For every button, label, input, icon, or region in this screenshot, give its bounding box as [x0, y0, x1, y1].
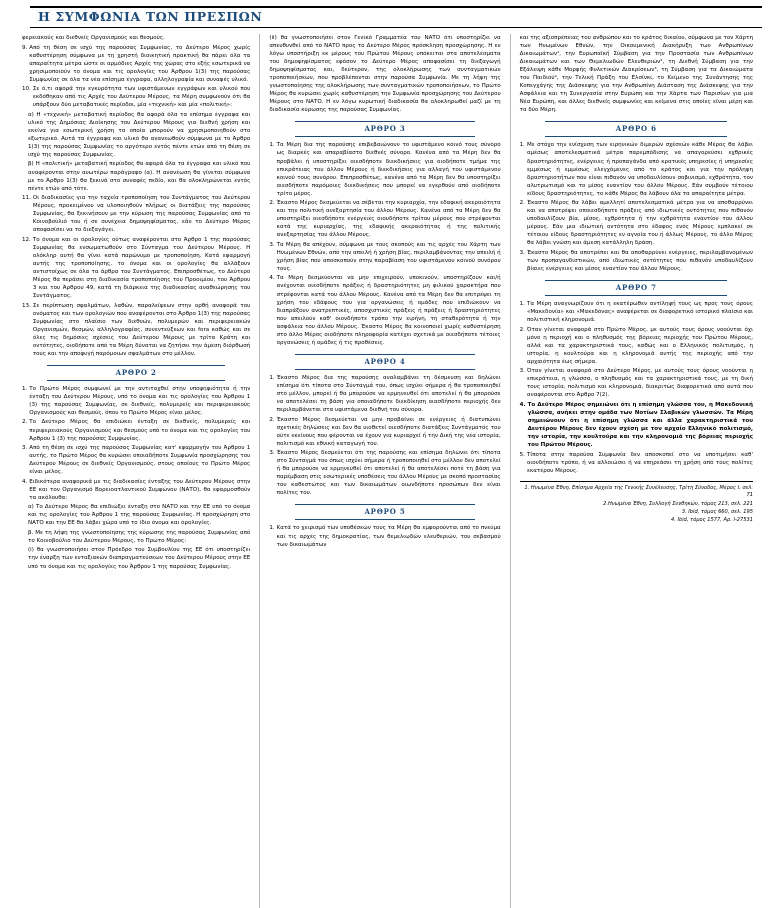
- article-rule-bottom: [295, 519, 475, 520]
- item-number: 3.: [269, 241, 275, 248]
- header-rule-bottom: [30, 27, 762, 28]
- item-number: 2.: [519, 200, 525, 207]
- item-number: 10.: [22, 86, 31, 93]
- article-rule-top: [545, 280, 727, 281]
- item-number: 3.: [269, 450, 275, 457]
- item-number: 13.: [22, 302, 31, 309]
- list-item: [269, 524, 500, 548]
- list-item: [269, 416, 500, 448]
- article-label: ΑΡΘΡΟ 2: [115, 367, 157, 377]
- paragraph-intro: φερειακούς και διεθνείς Οργανισμούς και θεσμούς.: [22, 35, 165, 41]
- list-item: [22, 236, 250, 300]
- list-item: [22, 194, 250, 234]
- footnote-3: 3. Ibid, τόμος 660, σελ. 195: [681, 508, 753, 515]
- list-item: [269, 241, 500, 273]
- article-rule-top: [47, 365, 225, 366]
- footnote-2: 2.Ηνωμένα Έθνη, Συλλογή Συνθηκών, τόμος 213, σελ. 221: [603, 500, 753, 507]
- columns-container: [8, 34, 762, 908]
- article-label: ΑΡΘΡΟ 5: [364, 507, 406, 517]
- list-item: [269, 449, 500, 497]
- article-rule-top: [295, 504, 475, 505]
- article-heading-3: [269, 121, 500, 137]
- footnotes: [520, 481, 753, 525]
- item-text: β) Η «πολιτική» μεταβατική περίοδος θα αφορά όλα τα έγγραφα και υλικό που αναφέρονται στην ανωτέρω παράγραφο (α). Η ανανέωση θα γίνεται σύμφωνα με το Άρθρο 1(3) θα ξεκινά στο συναφές πεδίο, και θα ολοκληρώνεται εντός πέντε ετών από τότε.: [28, 161, 251, 192]
- item-text: Το Πρώτο Μέρος συμφωνεί με την αντιταχθεί στην υποψηφιότητα ή την ένταξη του Δεύτερου Μέρους, υπό το όνομα και τις ορολογίες του Άρθρου 1 (3) της παρούσας Συμφωνίας, σε διεθνείς, πολυμερείς και περιφερειακούς Οργανισμούς και θεσμούς, όπου το Πρώτο Μέρος είναι μέλος.: [29, 385, 251, 416]
- item-text: Οι διαδικασίες για την ταχεία τροποποίηση του Συντάγματος του Δεύτερου Μέρους, προκειμένου να υλοποιηθούν πλήρως οι διατάξεις της παρούσας Συμφωνίας, θα ξεκινήσουν με την κύρωση της παρούσας Συμφωνίας από το Κοινοβούλιό του ή σε συνέχεια δημοψηφίσματος, εάν το Δεύτερο Μέρος αποφασίσει να το διεξαγάγει.: [32, 195, 251, 234]
- article-heading-7: [520, 280, 753, 296]
- list-item: [22, 503, 250, 527]
- item-text: Σε ό,τι αφορά την εγκυρότητα των υφιστάμενων εγγράφων και υλικού που εκδόθηκαν από τις Αρχές του Δεύτερου Μέρους, τα Μέρη συμφωνούν ότι θα υπάρξουν δύο μεταβατικές περίοδοι, μία «τεχνική» και μία «πολιτική»:: [32, 86, 251, 109]
- article-rule-bottom: [295, 136, 475, 137]
- item-text: Τίποτα στην παρούσα Συμφωνία δεν αποσκοπεί στο να υποτιμήσει καθ' οιονδήποτε τρόπο, ή να αλλοιώσει ή να επηρεάσει τη χρήση από τους πολίτες εκατέρου Μέρους.: [526, 451, 753, 474]
- item-text: Κατά το χειρισμό των υποθέσεών τους τα Μέρη θα εμφορούνται από το πνεύμα και τις αρχές της δημοκρατίας, των θεμελιωδών ελευθεριών, του σεβασμού των δικαιωμάτων: [276, 525, 501, 548]
- list-item: [22, 529, 250, 545]
- item-text: Από τη θέση σε ισχύ της παρούσας Συμφωνίας κατ' εφαρμογήν του Άρθρου 1 αυτής, το Πρώτο Μέρος θα κυρώσει οποιαδήποτε Συμφωνία προσχώρησης του Δεύτερου Μέρους σε διεθνείς Οργανισμούς, στους οποίους το Πρώτο Μέρος είναι μέλος.: [29, 445, 251, 476]
- list-item: [520, 451, 753, 475]
- item-text: Με στόχο την ενίσχυση των ειρηνικών διμερών σχέσεών κάθε Μέρος θα λάβει αμέσως αποτελεσματικά μέτρα παρεμπόδισης να απαγορεύσει εχθρικές δραστηριότητες, ενέργειες ή προπαγάνδα από κρατικές υπηρεσίες ή υπηρεσίες εμμέσως ή εμμέσως ελεγχόμενες από το κράτος και για την πρόληψη δραστηριοτήτων που είναι πιθανόν να υποδαυλίσουν σοβινισμό, εχθρότητα, τον αλυτρωτισμό και το μίσος εναντίον του άλλου Μέρους. Εάν συμβούν τέτοιου είδους δραστηριότητες, το κάθε Μέρος θα λάβουν όλα τα απαραίτητα μέτρα.: [526, 142, 753, 197]
- item-number: 1.: [269, 525, 275, 532]
- item-number: 3.: [519, 368, 525, 375]
- list-item: [22, 444, 250, 476]
- list-item: [520, 249, 753, 273]
- list-item: [520, 326, 753, 366]
- item-number: 3.: [519, 249, 525, 256]
- item-number: 4.: [22, 478, 28, 485]
- list-item: [520, 141, 753, 197]
- item-number: 1.: [269, 142, 275, 149]
- list-item: [520, 367, 753, 399]
- item-text: (i) θα γνωστοποιήσει στον Πρόεδρο του Συμβουλίου της ΕΕ ότι υποστηρίζει την έναρξη των ενταξιακών διαπραγματεύσεων του Δεύτερου Μέρους στην ΕΕ υπό το όνομα και τις ορολογίες του Άρθρου 1 της παρούσας Συμφωνίας.: [28, 547, 251, 570]
- item-text: Το Δεύτερο Μέρος θα επιδιώκει ένταξη σε διεθνείς, πολυμερείς και περιφερειακούς Οργανισμούς και θεσμούς υπό το όνομα και τις ορολογίες του Άρθρου 1 (3) της παρούσας Συμφωνίας.: [29, 419, 251, 442]
- article-rule-bottom: [545, 136, 727, 137]
- paragraph-lead: (ii) θα γνωστοποιήσει στον Γενικό Γραμματέα του ΝΑΤΟ ότι υποστηρίζει να απευθυνθεί από το ΝΑΤΟ προς το Δεύτερο Μέρος πρόσκληση προσχώρησης. Η εν λόγω υποστήριξη εκ μέρους του Πρώτου Μέρους υπόκειται στα αποτελέσματα του δημοψηφίσματος εφόσον το Δεύτερο Μέρος αποφασίσει τη διεξαγωγή δημοψηφίσματος και, δεύτερον, της ολοκλήρωσης των συνταγματικών τροποποιήσεων, που προβλέπονται στην παρούσα Συμφωνία. Με τη λήψη της γνωστοποίησης της ολοκλήρωσης των συνταγματικών τροποποιήσεων, το Πρώτο Μέρος θα κυρώσει χωρίς καθυστέρηση την Συμφωνία προσχώρησης του Δεύτερου Μέρους στο ΝΑΤΟ. Η εν λόγω κυρωτική διαδικασία θα ολοκληρωθεί μαζί με τη διαδικασία κύρωσης της παρούσας Συμφωνίας.: [269, 35, 501, 114]
- item-number: 1.: [269, 374, 275, 381]
- list-item: [22, 418, 250, 442]
- item-number: 4.: [519, 401, 526, 408]
- item-number: 5.: [519, 451, 525, 458]
- item-text: Έκαστο Μέρος δεσμεύεται ότι της παρούσης και επίσημα δηλώνει ότι τίποτα στο Σύνταγμά του όπως ισχύει σήμερα ή τροποποιηθεί στο μέλλον δεν αποτελεί ή θα μπορούσε να ερμηνευθεί ότι αποτελεί ή θα αποτελέσει ποτέ τη βάση για παρέμβαση στις εσωτερικές υποθέσεις του άλλου Μέρους με σκοπό προστασίας του καθεστώτος και των δικαιωμάτων οιωνδήποτε προσώπων δεν είναι πολίτες του.: [276, 450, 501, 497]
- article-label: ΑΡΘΡΟ 3: [364, 124, 406, 134]
- item-number: 11.: [22, 195, 31, 202]
- article-rule-top: [295, 121, 475, 122]
- list-item: [22, 302, 250, 358]
- list-item: [22, 546, 250, 570]
- item-number: 12.: [22, 236, 31, 243]
- list-item: [22, 385, 250, 417]
- item-text: β. Με τη λήψη της γνωστοποίησης της κύρωσης της παρούσας Συμφωνίας από το Κοινοβούλιο του Δεύτερου Μέρους, το Πρώτο Μέρος:: [28, 529, 251, 544]
- list-item: [269, 141, 500, 197]
- item-text: Έκαστο Μέρος δεσμεύεται να μην προβαίνει σε ενέργειες ή διατυπώνει σχετικές δηλώσεις και δεν θα υιοθετεί οιεσδήποτε διατάξεις Συντάγματός του ούτε εκείνους που φέρονται να έχουν για κυριαρχεί ή την Δική της νέα ιστορία, πολιτισμό και εθνική καταγωγή του.: [276, 416, 501, 447]
- item-text: Από τη θέση σε ισχύ της παρούσας Συμφωνίας, το Δεύτερο Μέρος χωρίς καθυστέρηση σύμφωνα με τη χρηστή διοικητική πρακτική θα πάρει όλα τα απαραίτητα μέτρα ώστε οι αρμόδιες Αρχές της χώρας στο εξής εσωτερικά να χρησιμοποιούν το όνομα και τις ορολογίες του Άρθρου 1(3) της παρούσας Συμφωνίας σε όλα τα νέα επίσημα έγγραφα, αλληλογραφία και συναφές υλικό.: [29, 44, 251, 83]
- list-item: [22, 44, 250, 84]
- item-number: 4.: [269, 275, 275, 282]
- item-text: Όταν γίνεται αναφορά στο Δεύτερο Μέρος, με αυτούς τους όρους νοούνται η επικράτεια, η γλώσσα, ο πληθυσμός και τα χαρακτηριστικά τους, με τη δική τους ιστορία, πολιτισμό και κληρονομιά, διακριτώς διαφορετικά από αυτά που αναφέρονται στο Άρθρο 7(2).: [526, 368, 753, 399]
- list-item: [520, 300, 753, 324]
- item-text: Το όνομα και οι ορολογίες ούτως αναφέρονται στο Άρθρο 1 της παρούσας Συμφωνίας θα ενσωματωθούν στο Σύνταγμα του Δεύτερου Μέρους. Η ολόκληρ αυτή θα γίνει κατά παρώνυμο με τροποποίηση. Κατά εφαρμογή αυτής της τροποποίησης, το όνομα και οι ορολογίες θα αλλάξουν αντιστοίχως σε όλα τα άρθρα του Συντάγματος. Επιπροσθέτως, το Δεύτερο Μέρος θα περάσει στη διαδικασία τροποποίησης του Προοιμίου, του Άρθρου 3 και του Άρθρου 49, κατά τη διάρκεια της διαδικασίας αναθεώρησης του Συντάγματος.: [32, 236, 251, 299]
- item-text: Έκαστο Μέρος δεσμεύεται να σέβεται την κυριαρχία, την εδαφική ακεραιότητα και την πολιτική ανεξαρτησία του άλλου Μέρους. Κανένα από τα Μέρη δεν θα υποστηρίξει οιεσδήποτε ενέργειες οιουδήποτε τρίτου μέρους που στρέφονται κατά της κυριαρχίας, της εδαφικής ακεραιότητας ή της πολιτικής ανεξαρτησίας του άλλου Μέρους.: [276, 200, 501, 239]
- article-heading-2: [22, 365, 250, 381]
- item-number: 1.: [519, 301, 525, 308]
- item-text: Το Δεύτερο Μέρος σημειώνει ότι η επίσημη γλώσσα του, η Μακεδονική γλώσσα, ανήκει στην ομάδα των Νοτίων Σλαβικών γλωσσών. Τα Μέρη σημειώνουν ότι η επίσημη γλώσσα και άλλα χαρακτηριστικά του Δευτέρου Μέρους δεν έχουν σχέση με τον αρχαίο Ελληνικό πολιτισμό, την ιστορία, την κουλτούρα και την κληρονομιά της βόρειας περιοχής του Πρώτου Μέρους.: [527, 401, 753, 449]
- item-text: Έκαστο Μέρος θα αποτρέπει και θα αποθαρρύνει ενέργειες, περιλαμβανομένων των προπαγανδιστικών, από ιδιωτικές οντότητες που πιθανόν υποδαυλίζουν βίαιες ενέργειες και μίσος εναντίον του άλλου Μέρους.: [526, 249, 753, 272]
- article-label: ΑΡΘΡΟ 4: [364, 356, 406, 366]
- column-1: [8, 34, 259, 908]
- item-number: 2.: [269, 416, 275, 423]
- page-header: [8, 6, 762, 28]
- list-item: [269, 374, 500, 414]
- item-number: 2.: [519, 326, 525, 333]
- list-item: [520, 199, 753, 247]
- article-rule-bottom: [295, 369, 475, 370]
- item-number: 2.: [22, 419, 28, 426]
- item-text: Έκαστο Μέρος δια της παρούσης αναλαμβάνει τη δέσμευση και δηλώνει επίσημα ότι τίποτα στο Σύνταγμά του, όπως ισχύει σήμερα ή θα τροποποιηθεί στο μέλλον, μπορεί ή θα μπορούσε να ερμηνευθεί ότι αποτελεί ή θα μπορούσε να αποτελέσει τη βάση για οποιαδήποτε διεκδίκηση οιασδήποτε περιοχής δεν περιλαμβάνεται στα υφιστάμενα διεθνή του σύνορα.: [276, 374, 501, 413]
- item-number: 9.: [22, 44, 28, 51]
- article-heading-5: [269, 504, 500, 520]
- item-number: 1.: [22, 385, 28, 392]
- header-rule-top: [30, 6, 762, 8]
- page-title: Η ΣΥΜΦΩΝΙΑ ΤΩΝ ΠΡΕΣΠΩΝ: [38, 9, 263, 24]
- column-3: [511, 34, 762, 908]
- item-text: Τα Μέρη δια της παρούσης επιβεβαιώνουν το υφιστάμενο κοινό τους σύνορο ως διαρκές και απαραβίαστο διεθνές σύνορο. Κανένα από τα Μέρη δεν θα προβάλει ή υποστηρίξει οιεσδήποτε διεκδικήσεις για οιοδήποτε τμήμα της επικράτειας του άλλου Μέρους ή διεκδικήσεις για αλλαγή του υφιστάμενου κοινού τους συνόρου. Επιπροσθέτως, κανένα από τα Μέρη δεν θα υποστηρίξει οιεσδήποτε παρόμοιες διεκδικήσεις που μπορεί να εγερθούν από οιοδήποτε τρίτο μέρος.: [276, 142, 501, 197]
- item-text: Ειδικότερα αναφορικά με τις διαδικασίες ένταξης του Δεύτερου Μέρους στην ΕΕ και τον Οργανισμό Βορειοατλαντικού Συμφώνου (ΝΑΤΟ), θα εφαρμοσθούν τα ακόλουθα:: [29, 478, 251, 501]
- list-item: [22, 111, 250, 159]
- article-label: ΑΡΘΡΟ 7: [615, 282, 657, 292]
- list-item: [520, 401, 753, 449]
- item-text: Έκαστο Μέρος θα λάβει αμελλητί αποτελεσματικά μέτρα για να αποθαρρύνει και να αποτρέψει οποιεσδήποτε πράξεις από ιδιωτικές οντότητες που πιθανόν υποδαυλίζουν βία, μίσος, εχθρότητα ή την εχθρότητα εναντίον του άλλου μέρους. Εάν μια ιδιωτική οντότητα στο έδαφος ενός Μέρους εμπλακεί σε τέτοιου είδους δραστηριότητες εν αγνοία του ή άλλως Μέρους, το άλλο Μέρος θα λάβει γνώση και άμεση κατάλληλη δράση.: [526, 200, 753, 247]
- item-text: Σε περίπτωση σφαλμάτων, λαθών, παραλείψεων στην ορθή αναφορά του ονόματος και των ορολογιών που αναφέρονται στο Άρθρο 1(3) της παρούσας Συμφωνίας στο πλαίσιο των διεθνών, πολυμερών και περιφερειακών Οργανισμών, θεσμών, αλληλογραφίας, συνεντεύξεων και fora καθώς και σε όλες τις δημόσιες σχέσεις του Δεύτερου Μέρους με τρίτα Κράτη και οντότητες, οιοδήποτε από τα Μέρη δύναται να ζητήσει την άμεση διόρθωσή τους και την αποφυγή παρόμοιων σφαλμάτων στο μέλλον.: [32, 302, 251, 357]
- item-text: α) Το Δεύτερο Μέρος θα επιδιώξει ένταξη στο ΝΑΤΟ και την ΕΕ υπό το όνομα και τις ορολογίες του Άρθρου 1 της παρούσας Συμφωνίας. Η προσχώρηση στο ΝΑΤΟ και την ΕΕ θα λάβει χώρα υπό το ίδιο όνομα και ορολογίες.: [28, 504, 251, 527]
- item-text: α) Η «τεχνική» μεταβατική περίοδος θα αφορά όλα τα επίσημα έγγραφα και υλικό της Δημόσιας Διοίκησης του Δεύτερου Μέρους για διεθνή χρήση και εκείνα για εσωτερική χρήση τα οποία μπορούν να χρησιμοποιηθούν στο εξωτερικό. Αυτά τα έγγραφα και υλικό θα ανανεωθούν σύμφωνα με το Άρθρο 1(3) της παρούσας Συμφωνίας το αργότερο εντός πέντε ετών από τη θέση σε ισχύ της παρούσας Συμφωνίας.: [28, 111, 251, 158]
- paragraph-lead: και της αξιοπρέπειας του ανθρώπου και το κράτος δικαίου, σύμφωνα με τον Χάρτη των Ηνωμένων Εθνών, την Οικουμενική Διακήρυξη των Ανθρωπίνων Δικαιωμάτων¹, την Ευρωπαϊκή Σύμβαση για την Προστασία των Ανθρωπίνων Δικαιωμάτων και των Θεμελιωδών Ελευθεριών², τη Διεθνή Σύμβαση για την Εξάλειψη κάθε Μορφής Φυλετικών Διακρίσεων³, τη Σύμβαση για τα Δικαιώματα του Παιδιού⁴, την Τελική Πράξη του Ελσίνκι, το Κείμενο της Συνάντησης της Κοπεγχάγης της Διάσκεψης για την Ανθρωπίνη Διάσταση της Διάσκεψης για την Ασφάλεια και τη Συνεργασία στην Ευρώπη και την Χάρτα των Παρισίων για μια Νέα Ευρώπη, και άλλες διεθνείς συμφωνίες και κείμενα στις οποίες είναι μέρη και τα δύο Μέρη.: [519, 35, 753, 114]
- item-number: 3.: [22, 445, 28, 452]
- item-text: Όταν γίνεται αναφορά στο Πρώτο Μέρος, με αυτούς τους όρους νοούνται όχι μόνο η περιοχή και ο πληθυσμός της βόρειας περιοχής του Πρώτου Μέρους, αλλά και τα χαρακτηριστικά τους, καθώς και ο Ελληνικός πολιτισμός, η ιστορία, η κουλτούρα και η κληρονομιά αυτής της περιοχής από την αρχαιότητα έως σήμερα.: [526, 326, 753, 365]
- article-heading-4: [269, 354, 500, 370]
- list-item: [22, 85, 250, 109]
- footnote-1: 1. Ηνωμένα Έθνη, Επίσημα Αρχεία της Γενικής Συνέλευσης, Τρίτη Σύνοδος, Μέρος Ι, σελ. 71: [524, 484, 753, 499]
- item-number: 2.: [269, 200, 275, 207]
- list-item: [269, 199, 500, 239]
- footnote-4: 4. Ibid, τόμος 1577, Αρ. Ι-27531: [671, 516, 753, 523]
- list-item: [22, 160, 250, 192]
- article-rule-bottom: [545, 295, 727, 296]
- list-item: [22, 478, 250, 502]
- list-item: [269, 274, 500, 346]
- column-2: [259, 34, 510, 908]
- article-label: ΑΡΘΡΟ 6: [615, 124, 657, 134]
- article-heading-6: [520, 121, 753, 137]
- item-number: 1.: [519, 142, 525, 149]
- item-text: Τα Μέρη δεσμεύονται να μην επιχειρούν, υποκινούν, υποστηρίζουν και/ή ανέχονται οιεσδήποτε πράξεις ή δραστηριότητες μη φιλικού χαρακτήρα που στρέφονται κατά του άλλου Μέρους. Κανένα από τα Μέρη δεν θα επιτρέψει τη χρήση του εδάφους του για οργανώσεις ή ομάδες που επιδιώκουν να διαπράξουν ανατρεπτικές, αποσχιστικές πράξεις ή πράξεις ή δραστηριότητες που απειλούν καθ' οιονδήποτε τρόπο την ειρήνη, τη σταθερότητα ή την ασφάλεια του άλλου Μέρους. Έκαστο Μέρος θα κοινοποιεί χωρίς καθυστέρηση στο άλλο Μέρος οιοδήποτε πληροφορία κατέχει σχετικά με οιεσδήποτε τέτοιες οργανώσεις ή ομάδες ή τις προθέσεις.: [276, 275, 501, 346]
- article-rule-top: [545, 121, 727, 122]
- article-rule-top: [295, 354, 475, 355]
- item-text: Τα Μέρη αναγνωρίζουν ότι η εκατέρωθεν αντίληψή τους ως προς τους όρους «Μακεδονία» και «Μακεδόνας» αναφέρεται σε διαφορετικό ιστορικό πλαίσιο και πολιτιστική κληρονομιά.: [526, 301, 753, 324]
- item-text: Τα Μέρη θα απέχουν, σύμφωνα με τους σκοπούς και τις αρχές του Χάρτη των Ηνωμένων Εθνών, από την απειλή ή χρήση βίας, περιλαμβάνοντας την απειλή ή χρήση βίας που αποσκοπούν στην παραβίαση του υφιστάμενου κοινού συνόρου τους.: [276, 241, 501, 272]
- article-rule-bottom: [47, 380, 225, 381]
